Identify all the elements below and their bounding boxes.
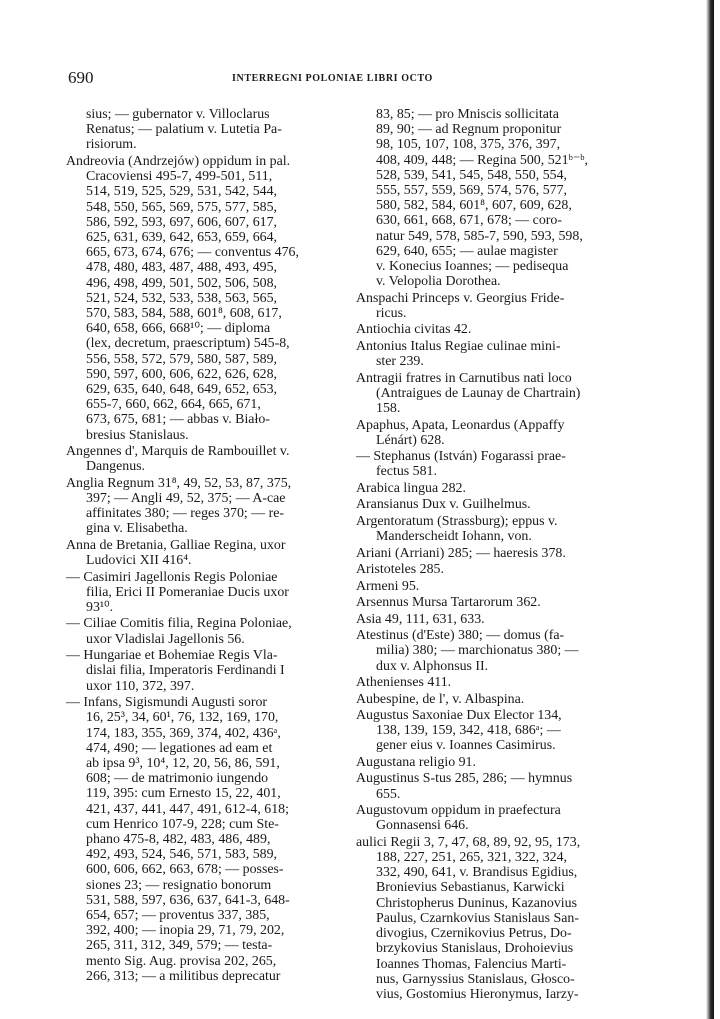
index-entry: — Infans, Sigismundi Augusti soror 16, 25³, 34, 60¹, 76, 132, 169, 170, 174, 183, 355, 369, 374, 402, 436ᵃ, 474, 490; — legationes ad eam et ab ipsa 9³, 10⁴, 12, 20, 56, 86, 591, 608; — de matrimonio iungendo 119, 395: cum Ernesto 15, 22, 401, 421, 437, 441, 447, 491, 612-4, 618; cum Henrico 107-9, 228; cum Ste- phano 475-8, 482, 483, 486, 489, 492, 493, 524, 546, 571, 583, 589, 600, 606, 662, 663, 678; — posses- siones 23; — resignatio bonorum 531, 588, 597, 636, 637, 641-3, 648- 654, 657; — proventus 337, 385, 392, 400; — inopia 29, 71, 79, 202, 265, 311, 312, 349, 579; — testa- mento Sig. Aug. provisa 202, 265, 266, 313; — a militibus deprecatur	[66, 695, 290, 984]
index-entry: Aubespine, de l', v. Albaspina.	[356, 691, 525, 707]
index-entry: — Casimiri Jagellonis Regis Poloniae filia, Erici II Pomeraniae Ducis uxor 93¹⁰.	[66, 569, 289, 615]
index-entry: Augustana religio 91.	[356, 754, 476, 770]
index-entry: Antonius Italus Regiae culinae mini- ster 239.	[356, 338, 561, 370]
index-entry: Andreovia (Andrzejów) oppidum in pal. Cracoviensi 495-7, 499-501, 511, 514, 519, 525, 529, 531, 542, 544, 548, 550, 565, 569, 575, 577, 585, 586, 592, 593, 697, 606, 607, 617, 625, 631, 639, 642, 653, 659, 664, 665, 673, 674, 676; — conventus 476, 478, 480, 483, 487, 488, 493, 495, 496, 498, 499, 501, 502, 506, 508, 521, 524, 532, 533, 538, 563, 565, 570, 583, 584, 588, 601⁸, 608, 617, 640, 658, 666, 668¹⁰; — diploma (lex, decretum, praescriptum) 545-8, 556, 558, 572, 579, 580, 587, 589, 590, 597, 600, 606, 622, 626, 628, 629, 635, 640, 648, 649, 652, 653, 655-7, 660, 662, 664, 665, 671, 673, 675, 681; — abbas v. Biało- bresius Stanislaus.	[66, 153, 299, 443]
index-entry: Augustovum oppidum in praefectura Gonnasensi 646.	[356, 803, 561, 834]
index-entry: aulici Regii 3, 7, 47, 68, 89, 92, 95, 173, 188, 227, 251, 265, 321, 322, 324, 332, 490, 641, v. Brandisus Egidius, Bronievius Sebastianus, Karwicki Christopherus Duninus, Kazanovius Paulus, Czarnkovius Stanislaus San- divogius, Czernikovius Petrus, Do- brzykovius Stanislaus, Drohoievius Ioannes Thomas, Falencius Marti- nus, Garnyssius Stanislaus, Głosco- vius, Gostomius Hieronymus, Iarzy-	[356, 834, 581, 1002]
index-entry: Athenienses 411.	[356, 675, 452, 691]
index-entry: Angennes d', Marquis de Rambouillet v. Dangenus.	[66, 444, 290, 475]
index-entry: Antragii fratres in Carnutibus nati loco (Antraigues de Launay de Chartrain) 158.	[356, 370, 581, 417]
index-entry: — Stephanus (István) Fogarassi prae- fectus 581.	[356, 449, 566, 480]
index-entry: Augustinus S-tus 285, 286; — hymnus 655.	[356, 771, 573, 802]
index-entry: Augustus Saxoniae Dux Elector 134, 138, 139, 159, 342, 418, 686ᵃ; — gener eius v. Ioannes Casimirus.	[356, 708, 562, 754]
index-entry: 83, 85; — pro Mniscis sollicitata 89, 90; — ad Regnum proponitur 98, 105, 107, 108, 375, 376, 397, 408, 409, 448; — Regina 500, 521ᵇ⁻ᵇ, 528, 539, 541, 545, 548, 550, 554, 555, 557, 559, 569, 574, 576, 577, 580, 582, 584, 601⁸, 607, 609, 628, 630, 661, 668, 671, 678; — coro- natur 549, 578, 585-7, 590, 593, 598, 629, 640, 655; — aulae magister v. Konecius Ioannes; — pedisequa v. Velopolia Dorothea.	[376, 107, 588, 290]
index-entry: Antiochia civitas 42.	[356, 322, 472, 338]
index-entry: Arsennus Mursa Tartarorum 362.	[356, 595, 541, 611]
index-entry: Apaphus, Apata, Leonardus (Appaffy Lénárt) 628.	[356, 417, 565, 448]
index-column-right	[356, 107, 610, 1003]
index-entry: Arabica lingua 282.	[356, 480, 466, 496]
index-entry: Asia 49, 111, 631, 633.	[356, 611, 485, 627]
index-entry: — Hungariae et Bohemiae Regis Vla- dislai filia, Imperatoris Ferdinandi I uxor 110, 372, 397.	[66, 648, 285, 694]
index-entry: Aransianus Dux v. Guilhelmus.	[356, 497, 531, 513]
index-column-left	[66, 107, 318, 985]
page-number: 690	[68, 68, 94, 87]
index-entry: — Ciliae Comitis filia, Regina Poloniae, uxor Vladislai Jagellonis 56.	[66, 616, 292, 647]
index-entry: Aristoteles 285.	[356, 562, 444, 578]
running-head: INTERREGNI POLONIAE LIBRI OCTO	[232, 73, 433, 84]
page-edge-shadow	[706, 0, 714, 1019]
index-entry: Armeni 95.	[356, 578, 420, 594]
index-entry: Ariani (Arriani) 285; — haeresis 378.	[356, 545, 566, 561]
index-entry: Atestinus (d'Este) 380; — domus (fa- milia) 380; — marchionatus 380; — dux v. Alphonsus II.	[356, 628, 579, 674]
index-entry: Argentoratum (Strassburg); eppus v. Manderscheidt Iohann, von.	[356, 513, 558, 545]
index-entry: sius; — gubernator v. Villoclarus Renatus; — palatium v. Lutetia Pa- risiorum.	[86, 107, 282, 153]
index-entry: Anspachi Princeps v. Georgius Fride- ricus.	[356, 290, 565, 321]
index-entry: Anna de Bretania, Galliae Regina, uxor Ludovici XII 416⁴.	[66, 537, 286, 569]
index-entry: Anglia Regnum 31⁸, 49, 52, 53, 87, 375, 397; — Angli 49, 52, 375; — A-cae affinitates 380; — reges 370; — re- gina v. Elisabetha.	[66, 475, 292, 537]
